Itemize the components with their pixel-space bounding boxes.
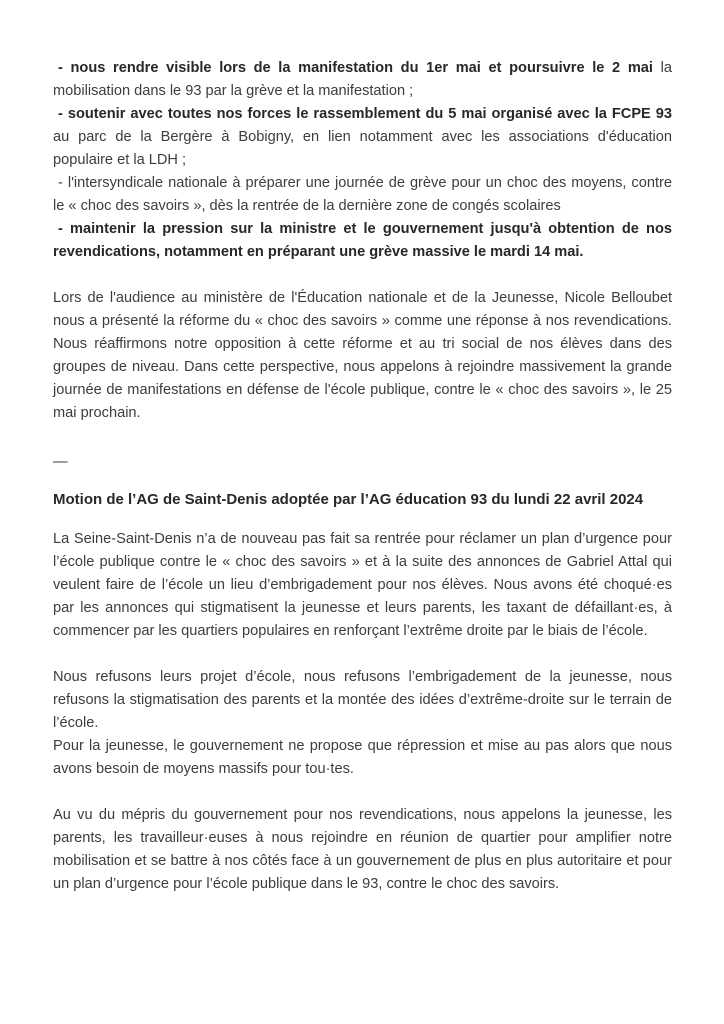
bullet-item-4 [53, 218, 672, 264]
paragraph-au-vu-du-mepris: Au vu du mépris du gouvernement pour nos revendications, nous appelons la jeunesse, les parents, les travailleur·euses à nous rejoindre en réunion de quartier pour amplifier notre mobilisation et se battre à nos côtés face à un gouvernement de plus en plus autoritaire et pour un plan d’urgence pour l’école publique dans le 93, contre le choc des savoirs. [53, 807, 672, 892]
bullet-item-2 [53, 103, 672, 172]
paragraph-nous-refusons-line-1: Nous refusons leurs projet d’école, nous refusons l’embrigadement de la jeunesse, nous refusons la stigmatisation des parents et la montée des idées d’extrême-droite sur le terrain de l’école. [53, 669, 672, 731]
paragraph-seine-saint-denis: La Seine-Saint-Denis n’a de nouveau pas fait sa rentrée pour réclamer un plan d’urgence pour l’école publique contre le « choc des savoirs » et à la suite des annonces de Gabriel Attal qui veulent faire de l’école un lieu d’embrigadement pour nos élèves. Nous avons été choqué·es par les annonces qui stigmatisent la jeunesse et leurs parents, les taxant de défaillant·es, à commencer par les quartiers populaires en renforçant l’extrême droite par le biais de l’école. [53, 531, 672, 639]
bullet-4-bold-text: - maintenir la pression sur la ministre et le gouvernement jusqu'à obtention de nos revendications, notamment en préparant une grève massive le mardi 14 mai. [53, 221, 672, 260]
section-separator-dash: — [53, 454, 68, 470]
motion-heading: Motion de l’AG de Saint-Denis adoptée par l’AG éducation 93 du lundi 22 avril 2024 [53, 491, 644, 508]
bullet-2-bold-text: - soutenir avec toutes nos forces le rassemblement du 5 mai organisé avec la FCPE 93 [58, 106, 672, 122]
paragraph-nous-refusons-line-2: Pour la jeunesse, le gouvernement ne propose que répression et mise au pas alors que nous avons besoin de moyens massifs pour tou·tes. [53, 738, 672, 777]
bullet-1-regular-text: la mobilisation dans le 93 par la grève et la manifestation ; [53, 60, 672, 99]
bullet-item-3 [53, 172, 672, 218]
bullet-2-regular-text: au parc de la Bergère à Bobigny, en lien notamment avec les associations d'éducation populaire et la LDH ; [53, 129, 672, 168]
bullet-1-bold-text: - nous rendre visible lors de la manifestation du 1er mai et poursuivre le 2 mai [58, 60, 653, 76]
paragraph-audience-ministere: Lors de l'audience au ministère de l'Éducation nationale et de la Jeunesse, Nicole Belloubet nous a présenté la réforme du « choc des savoirs » comme une réponse à nos revendications. Nous réaffirmons notre opposition à cette réforme et au tri social de nos élèves dans des groupes de niveau. Dans cette perspective, nous appelons à rejoindre massivement la grande journée de manifestations en défense de l'école publique, contre le « choc des savoirs », le 25 mai prochain. [53, 290, 672, 421]
bullet-item-1 [53, 57, 672, 103]
bullet-3-regular-text: - l'intersyndicale nationale à préparer une journée de grève pour un choc des moyens, contre le « choc des savoirs », dès la rentrée de la dernière zone de congés scolaires [53, 175, 672, 214]
paragraph-nous-refusons [53, 666, 672, 781]
